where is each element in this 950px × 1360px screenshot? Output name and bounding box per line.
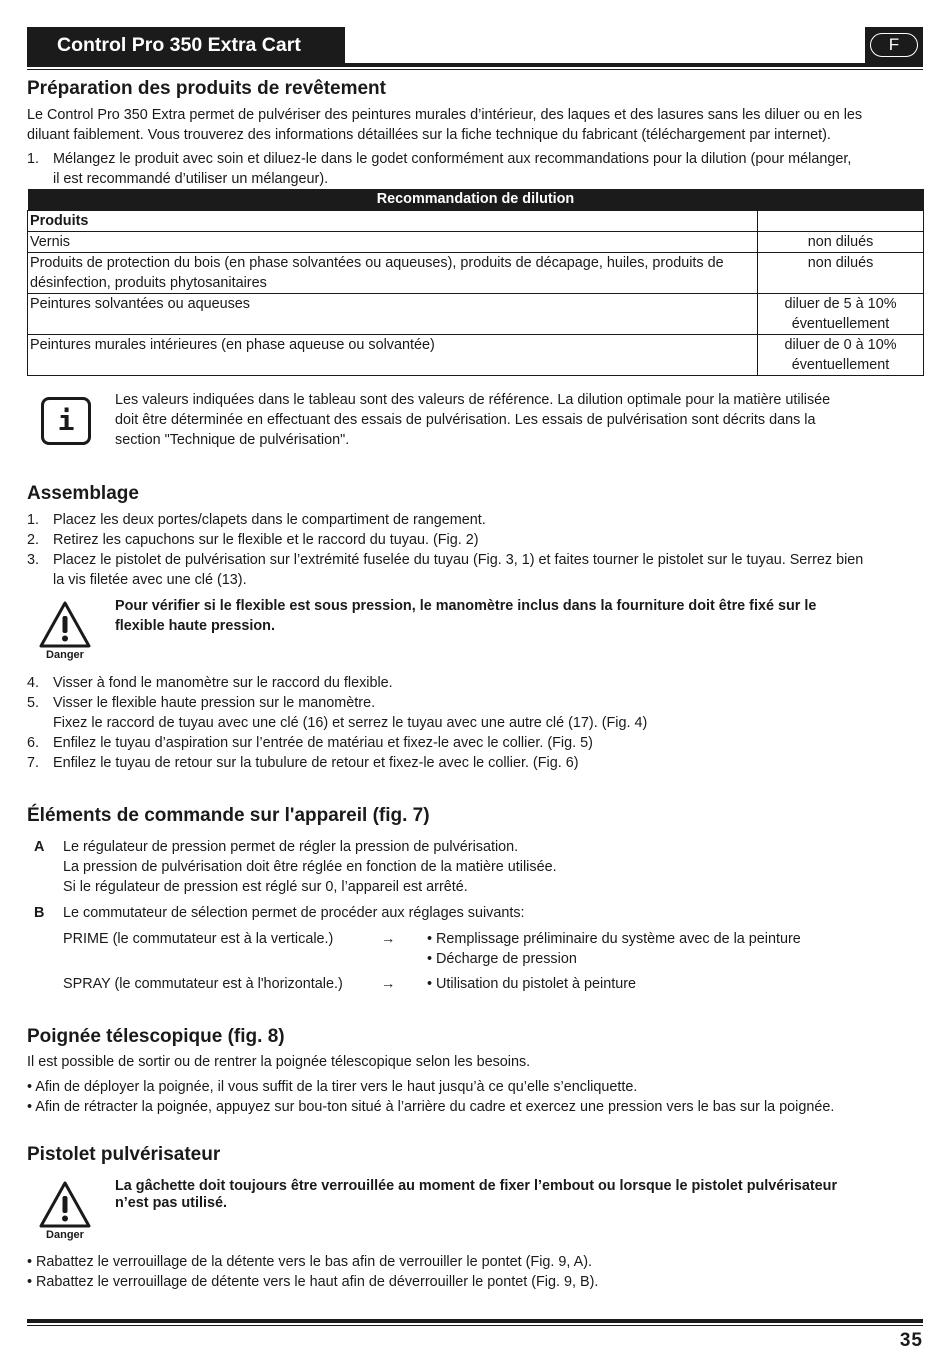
table-cell-value: non dilués (758, 231, 924, 252)
list-number: 4. (27, 675, 40, 691)
table-cell-product: Peintures solvantées ou aqueuses (28, 293, 758, 334)
list-item-text: Enfilez le tuyau de retour sur la tubulure de retour et fixez-le avec le collier. (Fig. 6) (53, 755, 579, 771)
list-item-text: Enfilez le tuyau d’aspiration sur l’entrée de matériau et fixez-le avec le collier. (Fig. 5) (53, 735, 593, 751)
dilution-table (27, 189, 924, 376)
table-cell-product: Peintures murales intérieures (en phase aqueuse ou solvantée) (28, 334, 758, 375)
list-number: 1. (27, 151, 40, 167)
warning-text: flexible haute pression. (115, 618, 275, 634)
bullet-item: • Afin de déployer la poignée, il vous suffit de la tirer vers le haut jusqu’à ce qu’elle s’encliquette. (27, 1079, 638, 1095)
control-text: Le régulateur de pression permet de régler la pression de pulvérisation. (63, 839, 519, 855)
danger-warning-icon (38, 600, 92, 662)
header-divider-thin (27, 69, 923, 70)
table-row (28, 334, 924, 375)
control-text: La pression de pulvérisation doit être réglée en fonction de la matière utilisée. (63, 859, 557, 875)
bullet-item: • Remplissage préliminaire du système avec de la peinture (427, 931, 801, 947)
danger-label: Danger (46, 1229, 84, 1241)
info-note-line: section "Technique de pulvérisation". (115, 432, 350, 448)
table-header-row (28, 210, 924, 231)
control-text: Si le régulateur de pression est réglé sur 0, l’appareil est arrêté. (63, 879, 468, 895)
table-row (28, 231, 924, 252)
spray-mode-label: SPRAY (le commutateur est à l'horizontale.) (63, 976, 343, 992)
control-letter-b: B (34, 905, 45, 921)
list-item-text: Fixez le raccord de tuyau avec une clé (16) et serrez le tuyau avec une autre clé (17). (Fig. 4) (53, 715, 648, 731)
table-row (28, 252, 924, 293)
paragraph-line: Il est possible de sortir ou de rentrer la poignée télescopique selon les besoins. (27, 1054, 531, 1070)
section-title-assemblage: Assemblage (27, 483, 139, 504)
bullet-item: • Afin de rétracter la poignée, appuyez sur bou-ton situé à l’arrière du cadre et exercez une pression vers le bas sur la poignée. (27, 1099, 835, 1115)
list-item-text: Visser le flexible haute pression sur le manomètre. (53, 695, 376, 711)
bullet-item: • Rabattez le verrouillage de la détente vers le bas afin de verrouiller le pontet (Fig. 9, A). (27, 1254, 592, 1270)
info-icon: i (41, 397, 91, 445)
arrow-right-icon: → (381, 976, 396, 992)
page-number: 35 (899, 1330, 923, 1351)
table-row (28, 293, 924, 334)
list-item-text: Visser à fond le manomètre sur le raccord du flexible. (53, 675, 393, 691)
table-cell-product: Produits de protection du bois (en phase solvantées ou aqueuses), produits de décapage, huiles, produits de désinfection, produits phytosanitaires (28, 252, 758, 293)
list-number: 6. (27, 735, 40, 751)
table-cell-value: diluer de 0 à 10% éventuellement (758, 334, 924, 375)
paragraph-line: Le Control Pro 350 Extra permet de pulvériser des peintures murales d’intérieur, des laques et des lasures sans les diluer ou en les (27, 107, 863, 123)
footer-divider (27, 1319, 923, 1323)
list-item-text: il est recommandé d’utiliser un mélangeur). (53, 171, 329, 187)
list-number: 3. (27, 552, 40, 568)
warning-text: n’est pas utilisé. (115, 1195, 227, 1211)
list-item-text: Mélangez le produit avec soin et diluez-le dans le godet conformément aux recommandations pour la dilution (pour mélanger, (53, 151, 852, 167)
info-note-line: Les valeurs indiquées dans le tableau sont des valeurs de référence. La dilution optimale pour la matière utilisée (115, 392, 831, 408)
list-number: 5. (27, 695, 40, 711)
arrow-right-icon: → (381, 931, 396, 947)
bullet-item: • Décharge de pression (427, 951, 577, 967)
section-title-controls: Éléments de commande sur l'appareil (fig. 7) (27, 805, 430, 826)
control-letter-a: A (34, 839, 45, 855)
header-divider (27, 63, 923, 67)
language-badge: F (870, 33, 918, 57)
table-title: Recommandation de dilution (28, 189, 924, 210)
list-item-text: Placez les deux portes/clapets dans le compartiment de rangement. (53, 512, 486, 528)
table-cell-product: Vernis (28, 231, 758, 252)
table-header-empty (758, 210, 924, 231)
control-text: Le commutateur de sélection permet de procéder aux réglages suivants: (63, 905, 525, 921)
language-tab (865, 27, 923, 63)
list-number: 2. (27, 532, 40, 548)
bullet-item: • Utilisation du pistolet à peinture (427, 976, 637, 992)
paragraph-line: diluant faiblement. Vous trouverez des informations détaillées sur la fiche technique du fabricant (téléchargement par internet). (27, 127, 831, 143)
prime-mode-label: PRIME (le commutateur est à la verticale.) (63, 931, 334, 947)
footer-divider-thin (27, 1325, 923, 1326)
danger-warning-icon (38, 1180, 92, 1242)
warning-text: La gâchette doit toujours être verrouillée au moment de fixer l’embout ou lorsque le pistolet pulvérisateur (115, 1178, 838, 1194)
bullet-item: • Rabattez le verrouillage de détente vers le haut afin de déverrouiller le pontet (Fig. 9, B). (27, 1274, 599, 1290)
section-title-spray-gun: Pistolet pulvérisateur (27, 1144, 221, 1165)
list-item-text: la vis filetée avec une clé (13). (53, 572, 247, 588)
section-title-telescopic-handle: Poignée télescopique (fig. 8) (27, 1026, 285, 1047)
table-header-products: Produits (28, 210, 758, 231)
danger-label: Danger (46, 649, 84, 661)
list-item-text: Retirez les capuchons sur le flexible et le raccord du tuyau. (Fig. 2) (53, 532, 479, 548)
table-cell-value: diluer de 5 à 10% éventuellement (758, 293, 924, 334)
warning-text: Pour vérifier si le flexible est sous pression, le manomètre inclus dans la fourniture doit être fixé sur le (115, 598, 817, 614)
list-number: 1. (27, 512, 40, 528)
list-item-text: Placez le pistolet de pulvérisation sur l’extrémité fuselée du tuyau (Fig. 3, 1) et faites tourner le pistolet sur le tuyau. Serrez bien (53, 552, 864, 568)
info-note-line: doit être déterminée en effectuant des essais de pulvérisation. Les essais de pulvérisation sont décrits dans la (115, 412, 816, 428)
table-cell-value: non dilués (758, 252, 924, 293)
list-number: 7. (27, 755, 40, 771)
section-title-preparation: Préparation des produits de revêtement (27, 78, 386, 99)
document-title: Control Pro 350 Extra Cart (27, 27, 345, 63)
